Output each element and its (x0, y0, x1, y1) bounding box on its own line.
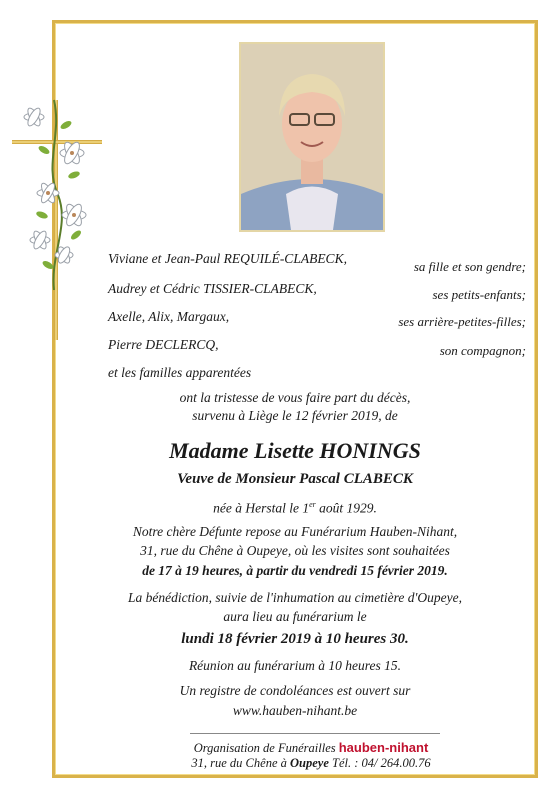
family-line-3: Axelle, Alix, Margaux, (108, 309, 230, 324)
lily-flowers-icon (14, 95, 104, 295)
deceased-name: Madame Lisette HONINGS (169, 438, 421, 463)
register-url: www.hauben-nihant.be (232, 703, 358, 718)
brand-logo: hauben-nihant (338, 740, 429, 755)
family-line-1: Viviane et Jean-Paul REQUILÉ-CLABECK, (108, 251, 347, 266)
ceremony-line-3: lundi 18 février 2019 à 10 heures 30. (181, 631, 409, 647)
relation-2: ses petits-enfants; (432, 287, 526, 302)
birth-line: née à Herstal le 1er août 1929. (213, 500, 377, 516)
visits-line-2: 31, rue du Chêne à Oupeye, où les visites sont souhaitées (140, 543, 450, 558)
widow-line: Veuve de Monsieur Pascal CLABECK (177, 471, 413, 487)
footer-org: Organisation de Funérailles hauben-nihant (193, 740, 429, 755)
ceremony-line-2: aura lieu au funérarium le (223, 609, 367, 624)
relation-3: ses arrière-petites-filles; (398, 314, 526, 329)
family-line-5: et les familles apparentées (108, 365, 252, 380)
meeting-line: Réunion au funérarium à 10 heures 15. (188, 658, 402, 673)
family-line-4: Pierre DECLERCQ, (108, 337, 219, 352)
footer-address: 31, rue du Chêne à Oupeye Tél. : 04/ 264.00.76 (191, 756, 431, 770)
announce-line-1: ont la tristesse de vous faire part du décès, (179, 390, 411, 405)
portrait-photo (239, 42, 385, 232)
footer-divider (190, 733, 440, 734)
family-line-2: Audrey et Cédric TISSIER-CLABECK, (108, 281, 317, 296)
relation-4: son compagnon; (439, 343, 526, 358)
visits-line-3: de 17 à 19 heures, à partir du vendredi 15 février 2019. (142, 563, 448, 578)
register-line-1: Un registre de condoléances est ouvert sur (179, 683, 411, 698)
relation-1: sa fille et son gendre; (413, 259, 526, 274)
ceremony-line-1: La bénédiction, suivie de l'inhumation au cimetière d'Oupeye, (127, 590, 463, 605)
visits-line-1: Notre chère Défunte repose au Funérarium Hauben-Nihant, (132, 524, 458, 539)
announce-line-2: survenu à Liège le 12 février 2019, de (192, 408, 398, 423)
